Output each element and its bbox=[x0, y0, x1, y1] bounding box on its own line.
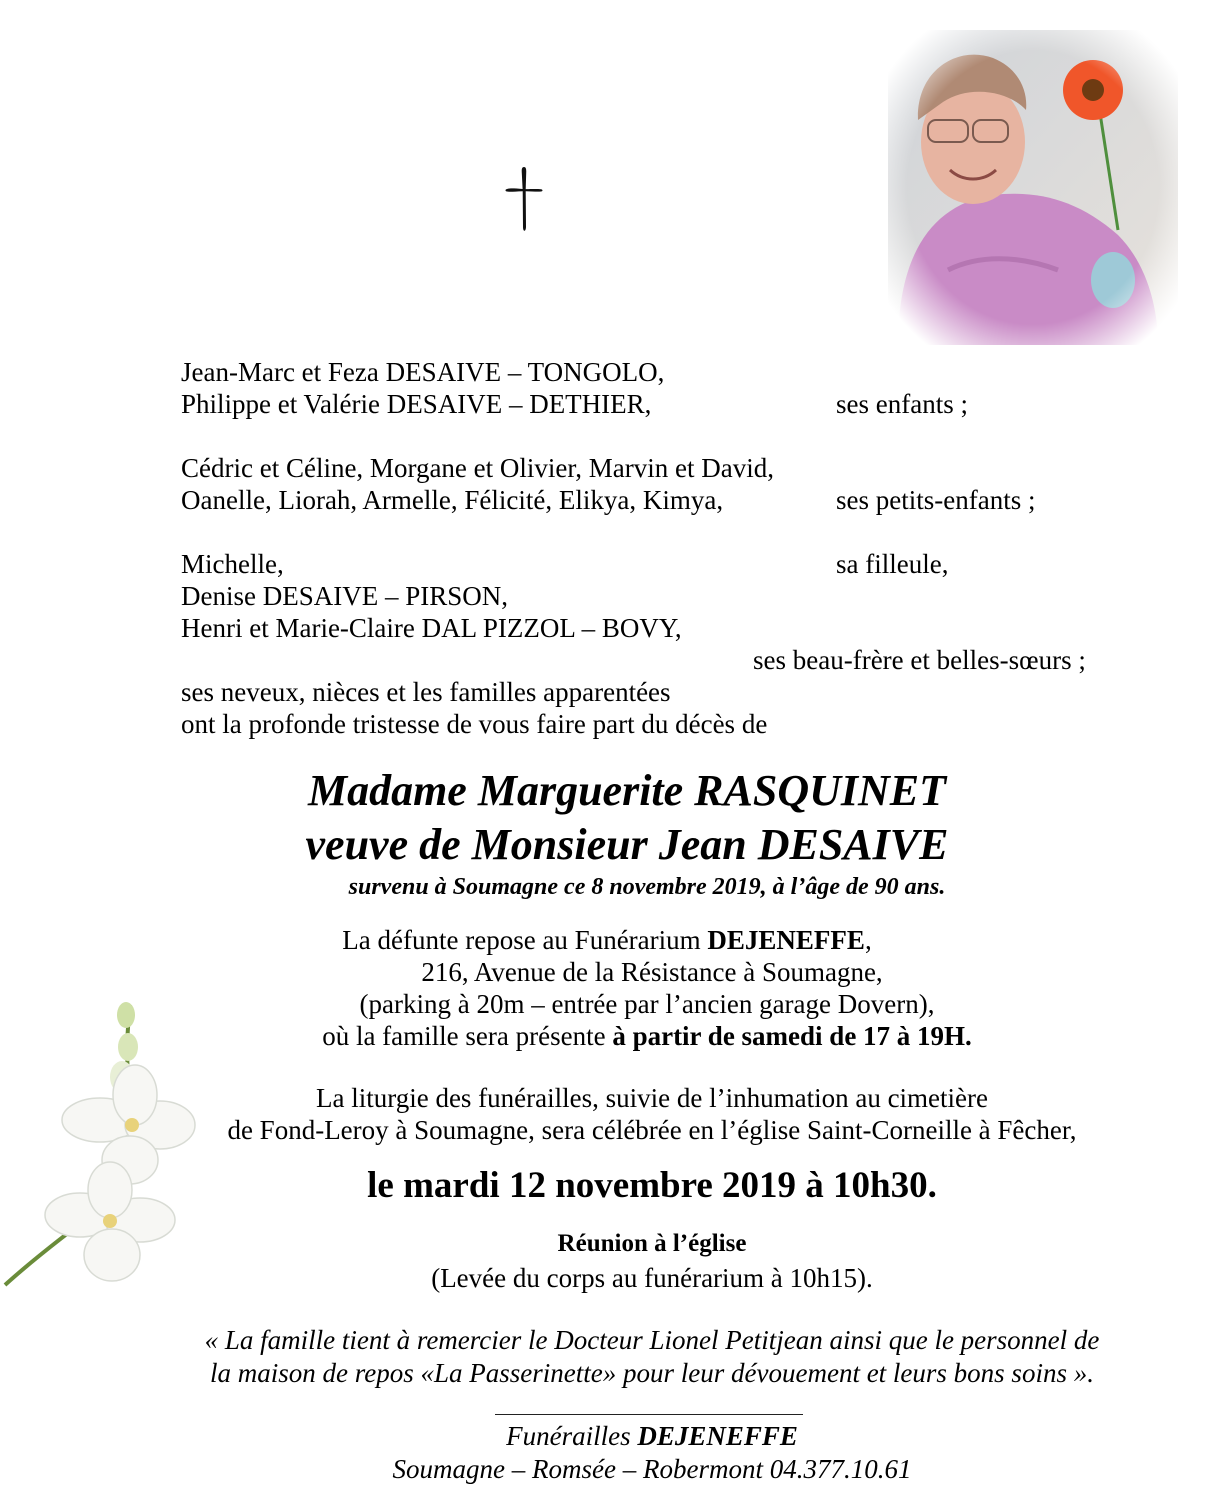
deceased-widow-of: veuve de Monsieur Jean DESAIVE bbox=[305, 820, 949, 869]
family-children-line1: Jean-Marc et Feza DESAIVE – TONGOLO, bbox=[181, 357, 665, 387]
deceased-death-info: survenu à Soumagne ce 8 novembre 2019, à l’âge de 90 ans. bbox=[348, 874, 946, 900]
thanks-line1: « La famille tient à remercier le Docteur Lionel Petitjean ainsi que le personnel de bbox=[204, 1325, 1100, 1355]
portrait-photo bbox=[888, 30, 1178, 345]
ceremony-levee: (Levée du corps au funérarium à 10h15). bbox=[431, 1263, 873, 1293]
funerarium-line1-text: La défunte repose au Funérarium bbox=[342, 925, 708, 955]
funerarium-hours: à partir de samedi de 17 à 19H. bbox=[612, 1021, 972, 1051]
family-inlaws-line1: Denise DESAIVE – PIRSON, bbox=[181, 581, 508, 611]
funerarium-line4-text: où la famille sera présente bbox=[322, 1021, 613, 1051]
funerarium-line1-comma: , bbox=[864, 925, 872, 955]
thanks-line2: la maison de repos «La Passerinette» pour leur dévouement et leurs bons soins ». bbox=[210, 1358, 1094, 1388]
family-others-line2: ont la profonde tristesse de vous faire part du décès de bbox=[181, 709, 768, 739]
family-grandchildren-line2: Oanelle, Liorah, Armelle, Félicité, Elikya, Kimya, bbox=[181, 485, 724, 515]
footer-divider bbox=[495, 1414, 803, 1415]
family-inlaws-relation: ses beau-frère et belles-sœurs ; bbox=[753, 645, 1086, 675]
family-grandchildren-relation: ses petits-enfants ; bbox=[836, 485, 1036, 515]
funerarium-line3: (parking à 20m – entrée par l’ancien garage Dovern), bbox=[359, 989, 935, 1019]
footer-company-text: Funérailles bbox=[506, 1421, 638, 1451]
family-goddaughter-line1: Michelle, bbox=[181, 549, 284, 579]
liturgy-line2: de Fond-Leroy à Soumagne, sera célébrée en l’église Saint-Corneille à Fêcher, bbox=[227, 1115, 1077, 1145]
funerarium-line4 bbox=[80, 1020, 1214, 1052]
funerarium-line1 bbox=[0, 924, 1214, 956]
family-others-line1: ses neveux, nièces et les familles apparentées bbox=[181, 677, 671, 707]
footer-company-name: DEJENEFFE bbox=[637, 1421, 798, 1451]
deceased-name: Madame Marguerite RASQUINET bbox=[307, 766, 947, 815]
footer-company bbox=[90, 1420, 1214, 1453]
ceremony-date: le mardi 12 novembre 2019 à 10h30. bbox=[367, 1165, 937, 1206]
funerarium-name: DEJENEFFE bbox=[707, 925, 865, 955]
cross-icon bbox=[500, 165, 548, 235]
family-inlaws-line2: Henri et Marie-Claire DAL PIZZOL – BOVY, bbox=[181, 613, 682, 643]
family-goddaughter-relation: sa filleule, bbox=[836, 549, 949, 579]
ceremony-meeting: Réunion à l’église bbox=[557, 1230, 747, 1257]
family-children-relation: ses enfants ; bbox=[836, 389, 968, 419]
footer-locations: Soumagne – Romsée – Robermont 04.377.10.61 bbox=[392, 1454, 912, 1484]
family-grandchildren-line1: Cédric et Céline, Morgane et Olivier, Marvin et David, bbox=[181, 453, 774, 483]
liturgy-line1: La liturgie des funérailles, suivie de l’inhumation au cimetière bbox=[315, 1083, 989, 1113]
funerarium-line2: 216, Avenue de la Résistance à Soumagne, bbox=[421, 957, 883, 987]
family-children-line2: Philippe et Valérie DESAIVE – DETHIER, bbox=[181, 389, 652, 419]
